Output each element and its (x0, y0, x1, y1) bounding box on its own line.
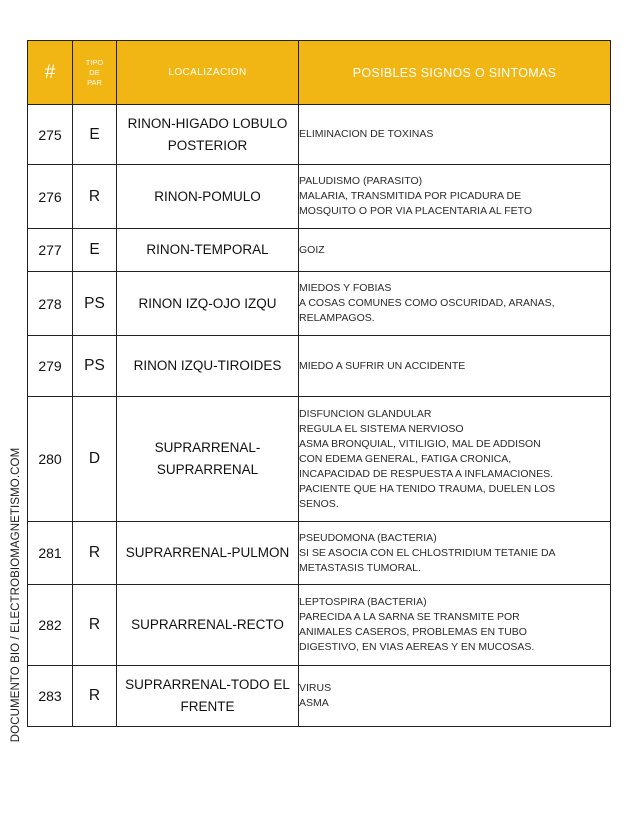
row-tipo: R (73, 165, 117, 229)
side-watermark (7, 402, 24, 788)
row-localizacion: SUPRARRENAL-TODO EL FRENTE (117, 666, 299, 727)
signos-line: PSEUDOMONA (BACTERIA) (299, 531, 437, 544)
row-number: 283 (28, 666, 73, 727)
signos-line: GOIZ (299, 243, 325, 256)
signos-line: ASMA (299, 697, 329, 709)
row-localizacion: SUPRARRENAL-PULMON (117, 522, 299, 585)
row-signos (299, 229, 611, 272)
signos-line: MALARIA, TRANSMITIDA POR PICADURA DE (299, 190, 522, 202)
signos-line: MIEDOS Y FOBIAS (299, 282, 392, 294)
signos-line: PALUDISMO (PARASITO) (299, 175, 423, 187)
row-localizacion: RINON IZQU-TIROIDES (117, 336, 299, 397)
row-tipo: R (73, 522, 117, 585)
row-signos (299, 397, 611, 522)
row-localizacion: SUPRARRENAL-SUPRARRENAL (117, 397, 299, 522)
row-signos (299, 336, 611, 397)
signos-line: MOSQUITO O POR VIA PLACENTARIA AL FETO (299, 205, 533, 217)
row-signos (299, 666, 611, 727)
table-row (28, 666, 611, 727)
row-signos (299, 165, 611, 229)
signos-line: PARECIDA A LA SARNA SE TRANSMITE POR (299, 611, 520, 623)
row-tipo: PS (73, 336, 117, 397)
side-watermark-text: DOCUMENTO BIO / ELECTROBIOMAGNETISMO.COM (9, 447, 22, 743)
table-row (28, 105, 611, 165)
row-tipo: R (73, 585, 117, 666)
signos-line: DIGESTIVO, EN VIAS AEREAS Y EN MUCOSAS. (299, 641, 535, 653)
symptoms-table (27, 40, 611, 727)
signos-line: SENOS. (299, 497, 339, 510)
row-number: 280 (28, 397, 73, 522)
signos-line: CON EDEMA GENERAL, FATIGA CRONICA, (299, 452, 512, 465)
header-localizacion: LOCALIZACION (117, 41, 299, 105)
table-row (28, 165, 611, 229)
row-number: 275 (28, 105, 73, 165)
signos-line: LEPTOSPIRA (BACTERIA) (299, 596, 427, 608)
signos-line: RELAMPAGOS. (299, 312, 375, 324)
table-row (28, 272, 611, 336)
row-localizacion: RINON-POMULO (117, 165, 299, 229)
signos-line: METASTASIS TUMORAL. (299, 561, 421, 574)
row-number: 281 (28, 522, 73, 585)
table-row (28, 229, 611, 272)
table-row (28, 336, 611, 397)
row-tipo: R (73, 666, 117, 727)
row-number: 276 (28, 165, 73, 229)
row-localizacion: RINON-HIGADO LOBULO POSTERIOR (117, 105, 299, 165)
signos-line: ASMA BRONQUIAL, VITILIGIO, MAL DE ADDISON (299, 437, 541, 450)
row-signos (299, 105, 611, 165)
row-tipo: D (73, 397, 117, 522)
signos-line: ANIMALES CASEROS, PROBLEMAS EN TUBO (299, 626, 527, 638)
header-tipo (73, 41, 117, 105)
signos-line: DISFUNCION GLANDULAR (299, 407, 432, 420)
signos-line: MIEDO A SUFRIR UN ACCIDENTE (299, 359, 466, 372)
row-signos (299, 585, 611, 666)
row-tipo: E (73, 105, 117, 165)
table-row (28, 585, 611, 666)
header-tipo-line: TIPO (85, 57, 104, 67)
header-signos: POSIBLES SIGNOS O SINTOMAS (299, 41, 611, 105)
signos-line: A COSAS COMUNES COMO OSCURIDAD, ARANAS, (299, 297, 555, 309)
row-signos (299, 272, 611, 336)
signos-line: INCAPACIDAD DE RESPUESTA A INFLAMACIONES. (299, 467, 554, 480)
header-tipo-line: PAR (87, 77, 102, 87)
row-number: 278 (28, 272, 73, 336)
row-number: 277 (28, 229, 73, 272)
row-tipo: PS (73, 272, 117, 336)
row-localizacion: RINON-TEMPORAL (117, 229, 299, 272)
table-row (28, 397, 611, 522)
row-number: 282 (28, 585, 73, 666)
signos-line: REGULA EL SISTEMA NERVIOSO (299, 422, 464, 435)
table-header-row (28, 41, 611, 105)
row-tipo: E (73, 229, 117, 272)
signos-line: SI SE ASOCIA CON EL CHLOSTRIDIUM TETANIE DA (299, 546, 556, 559)
row-number: 279 (28, 336, 73, 397)
row-localizacion: SUPRARRENAL-RECTO (117, 585, 299, 666)
signos-line: PACIENTE QUE HA TENIDO TRAUMA, DUELEN LOS (299, 482, 556, 495)
signos-line: ELIMINACION DE TOXINAS (299, 128, 434, 140)
row-localizacion: RINON IZQ-OJO IZQU (117, 272, 299, 336)
signos-line: VIRUS (299, 682, 332, 694)
row-signos (299, 522, 611, 585)
header-tipo-line: DE (89, 67, 100, 77)
table-row (28, 522, 611, 585)
header-number: # (28, 41, 73, 105)
